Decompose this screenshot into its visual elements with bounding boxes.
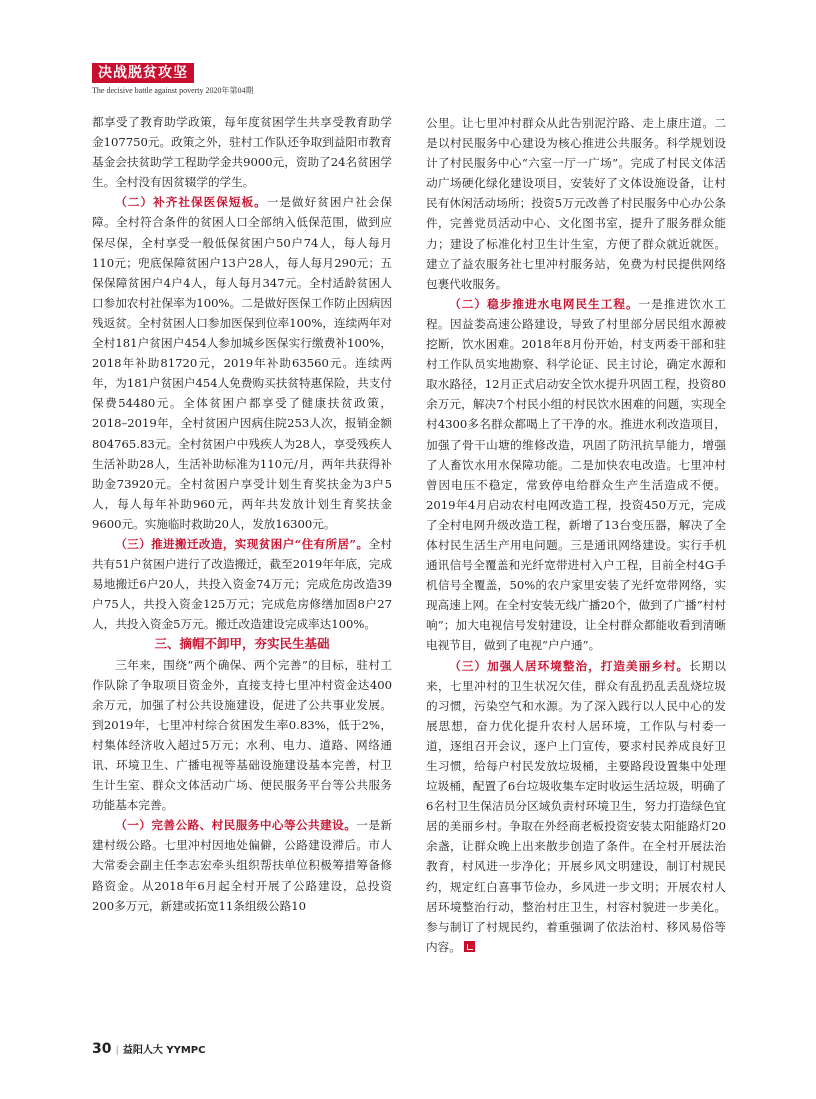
paragraph-relocation (92, 534, 392, 634)
paragraph-body: 一是做好贫困户社会保障。全村符合条件的贫困人口全部纳入低保范围，做到应保尽保，全村享受一般低保贫困户50户74人，每人每月110元；兜底保障贫困户13户28人，每人每月290元；五保保障贫困户4户4人，每人每月347元。全村适龄贫困人口参加农村社保率为100%。二是做好医保工作防止因病因残返贫。全村贫困人口参加医保到位率100%，连续两年对全村181户贫困户454人参加城乡医保实行缴费补100%，2018年补助81720元，2019年补助63560元。连续两年，为181户贫困户454人免费购买扶贫特惠保险，共支付保费54480元。全体贫困户都享受了健康扶贫政策，2018–2019年，全村贫困户因病住院253人次，报销金额804765.83元。全村贫困户中残疾人为28人，享受残疾人生活补助28人，生活补助标准为110元/月，两年共获得补助金73920元。全村贫困户享受计划生育奖扶金为3户5人，每人每年补助960元，两年共发放计划生育奖扶金9600元。实施临时救助20人，发放16300元。 (92, 195, 392, 531)
paragraph-environment (426, 656, 726, 957)
paragraph: 三年来，围绕“两个确保、两个完善”的目标，驻村工作队除了争取项目资金外，直接支持七里冲村资金达400余万元，加强了村公共设施建设，促进了公共事业发展。到2019年，七里冲村综合贫困发生率0.83%，低于2%，村集体经济收入超过5万元；水利、电力、道路、网络通讯、环境卫生、广播电视等基础设施建设基本完善，村卫生计生室、群众文体活动广场、便民服务平台等公共服务功能基本完善。 (92, 657, 392, 813)
subheading: （三）加强人居环境整治，打造美丽乡村。 (449, 658, 690, 673)
footer-separator: | (115, 1045, 119, 1056)
section-heading: 三、摘帽不卸甲，夯实民生基础 (154, 636, 330, 652)
paragraph-body: 一是新建村级公路。七里冲村因地处偏僻，公路建设滞后。市人大常委会副主任李志宏牵头组织帮扶单位积极筹措筹备修路资金。从2018年6月起全村开展了公路建设，总投资200多万元，新建或拓宽11条组级公路10 (92, 818, 392, 913)
subheading: （一）完善公路、村民服务中心等公共建设。 (115, 818, 357, 833)
paragraph-public-construction (92, 815, 392, 915)
paragraph-utilities (426, 294, 726, 656)
subheading: （二）补齐社保医保短板。 (115, 195, 267, 210)
issue-subline: The decisive battle against poverty 2020年第04期 (92, 86, 254, 95)
page-footer (92, 1041, 205, 1057)
publication-name: 益阳人大 YYMPC (122, 1045, 206, 1056)
page-header (92, 62, 332, 96)
paragraph-social-security (92, 192, 392, 534)
paragraph-body: 一是推进饮水工程。因益娄高速公路建设，导致了村里部分居民组水源被挖断，饮水困难。2018年8月份开始，村支两委干部和驻村工作队员实地勘察、科学论证、民主讨论，确定水源和取水路径，12月正式启动安全饮水提升巩固工程，投资80余万元，解决7个村民小组的村民饮水困难的问题，实现全村4300多名群众都喝上了干净的水。推进水利改造项目，加强了骨干山塘的维修改造，巩固了防汛抗旱能力，增强了人畜饮水用水保障功能。二是加快农电改造。七里冲村曾因电压不稳定，常致停电给群众生产生活造成不便。2019年4月启动农村电网改造工程，投资450万元，完成了全村电网升级改造工程，新增了13台变压器，解决了全体村民生活生产用电问题。三是通讯网络建设。实行手机通讯信号全覆盖和光纤宽带进村入户工程，目前全村4G手机信号全覆盖，50%的农户家里安装了光纤宽带网络，实现高速上网。在全村安装无线广播20个，做到了广播“村村响”；加大电视信号发射建设，让全村群众都能收看到清晰电视节目，做到了电视“户户通”。 (426, 296, 726, 653)
right-column (426, 113, 726, 957)
subheading: （三）推进搬迁改造，实现贫困户“住有所居”。 (115, 536, 369, 551)
end-square-icon (464, 941, 475, 952)
column-title: 决战脱贫攻坚 (92, 63, 194, 83)
paragraph: 都享受了教育助学政策，每年度贫困学生共享受教育助学金107750元。政策之外，驻村工作队还争取到益阳市教育基金会扶贫助学工程助学金共9000元，资助了24名贫困学生。全村没有因贫辍学的学生。 (92, 115, 392, 190)
paragraph: 公里。让七里冲村群众从此告别泥泞路、走上康庄道。二是以村民服务中心建设为核心推进公共服务。科学规划设计了村民服务中心“六室一厅一广场”。完成了村民文体活动广场硬化绿化建设项目，安装好了文体设施设备，让村民有休闲活动场所；投资5万元改善了村民服务中心办公条件，完善党员活动中心、文化图书室，提升了服务群众能力；建设了标准化村卫生计生室，方便了群众就近就医。建立了益农服务社七里冲村服务站，免费为村民提供网络包裹代收服务。 (426, 116, 726, 291)
subheading: （二）稳步推进水电网民生工程。 (449, 296, 639, 311)
paragraph-body: 全村共有51户贫困户进行了改造搬迁，截至2019年年底，完成易地搬迁6户20人，共投入资金74万元；完成危房改造39户75人，共投入资金125万元；完成危房修缮加固8户27人，共投入资金5万元。搬迁改造建设完成率达100%。 (92, 536, 392, 632)
page-number: 30 (92, 1041, 112, 1057)
left-column (92, 112, 392, 916)
paragraph-body: 长期以来，七里冲村的卫生状况欠佳，群众有乱扔乱丢乱烧垃圾的习惯，污染空气和水源。为了深入践行以人民中心的发展思想，奋力优化提升农村人居环境，工作队与村委一道，逐组召开会议，逐户上门宣传，要求村民养成良好卫生习惯，给每户村民发放垃圾桶，主要路段设置集中处理垃圾桶，配置了6台垃圾收集车定时收运生活垃圾，明确了6名村卫生保洁员分区域负责村环境卫生，努力打造绿色宜居的美丽乡村。争取在外经商老板投资安装太阳能路灯20余盏，让群众晚上出来散步创造了条件。在全村开展法治教育，村风进一步净化；开展乡风文明建设，制订村规民约，规定红白喜事节俭办，乡风进一步文明；开展农村人居环境整治行动，整治村庄卫生，村容村貌进一步美化。参与制订了村规民约，着重强调了依法治村、移风易俗等内容。 (426, 658, 726, 954)
